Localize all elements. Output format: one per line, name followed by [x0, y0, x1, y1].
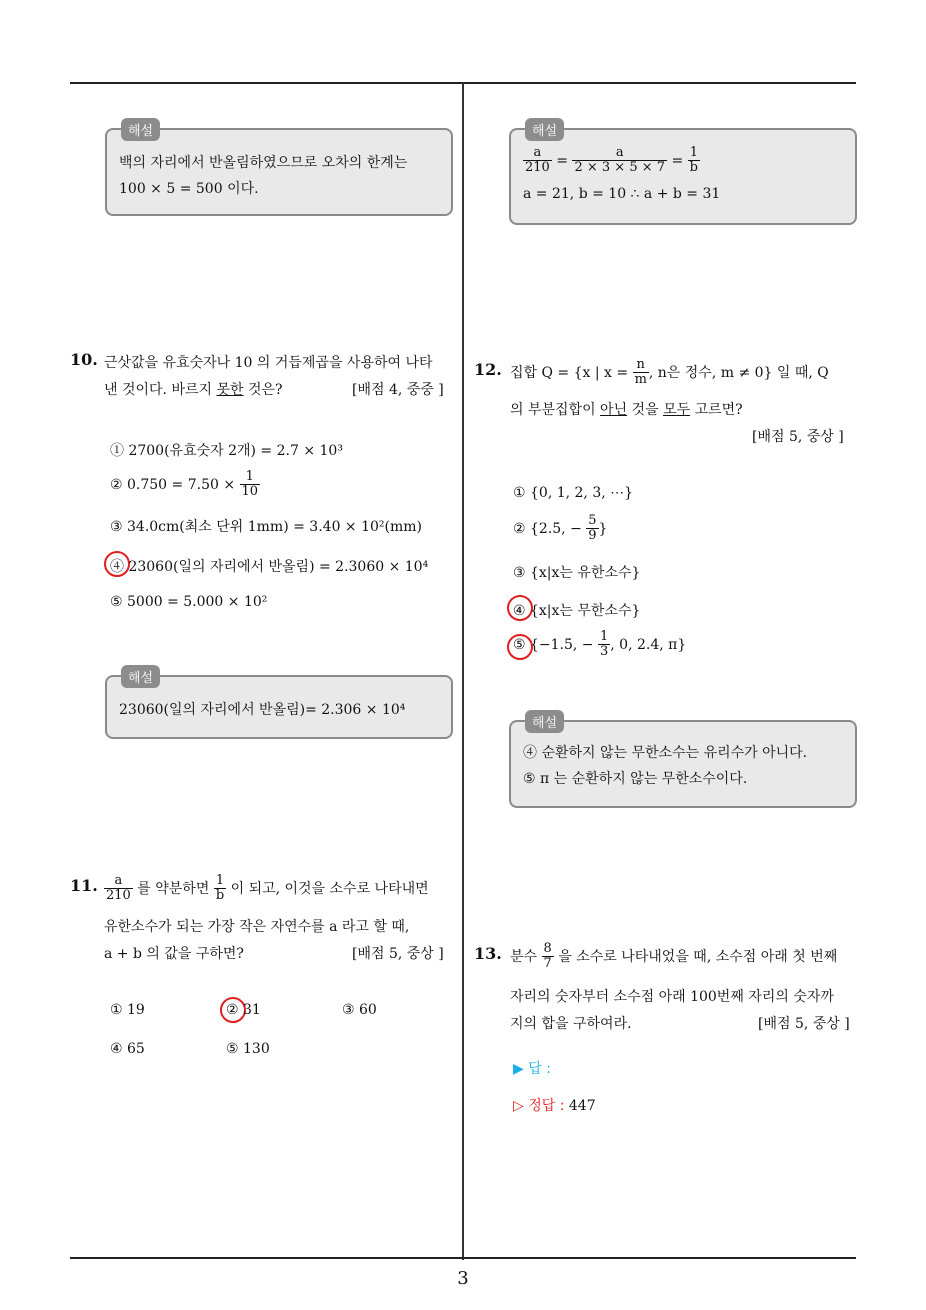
- question-number: 11.: [70, 876, 98, 895]
- q10-option-3[interactable]: ③ 34.0cm(최소 단위 1mm) = 3.40 × 10²(mm): [110, 519, 423, 535]
- question-number: 13.: [474, 944, 502, 963]
- q11-option-5[interactable]: ⑤ 130: [226, 1041, 270, 1057]
- answer-input-label[interactable]: ▶ 답 :: [513, 1061, 551, 1077]
- fraction: $\frac{1}{b}$: [689, 145, 698, 176]
- q12-solution-box: [509, 716, 857, 808]
- correct-answer-value: 447: [568, 1098, 596, 1114]
- q10-solution-line: 23060(일의 자리에서 반올림)= 2.306 × 10⁴: [119, 702, 406, 718]
- q12-text-line2: 의 부분집합이 아닌 것을 모두 고르면?: [510, 402, 743, 418]
- q11-text-line1: $\frac{a}{210}$ 를 약분하면 $\frac{1}{b}$ 이 되고, 이것을 소수로 나타내면: [106, 873, 429, 904]
- q10-option-5[interactable]: ⑤ 5000 = 5.000 × 10²: [110, 594, 268, 610]
- q11-score: [배점 5, 중상 ]: [352, 946, 444, 962]
- correct-answer: [513, 1095, 596, 1115]
- column-divider: [462, 82, 464, 1260]
- fraction: $\frac{1}{3}$: [599, 629, 609, 660]
- q10-option-4[interactable]: ④ 23060(일의 자리에서 반올림) = 2.3060 × 10⁴: [110, 559, 429, 575]
- q11-option-2[interactable]: ② 31: [226, 1002, 261, 1018]
- q10-option-1[interactable]: ① 2700(유효숫자 2개) = 2.7 × 10³: [110, 443, 343, 459]
- q10-text-line2: 낸 것이다. 바르지 못한 것은?: [104, 382, 283, 398]
- page-number: 3: [457, 1268, 469, 1289]
- q9-solution-box: [105, 124, 453, 216]
- q10-score: [배점 4, 중중 ]: [352, 382, 444, 398]
- fraction: $\frac{1}{10}$: [241, 469, 259, 500]
- fraction: $\frac{a}{210}$: [106, 873, 131, 904]
- q13-text-line2: 자리의 숫자부터 소수점 아래 100번째 자리의 숫자까: [510, 989, 834, 1005]
- fraction: $\frac{a}{210}$: [525, 145, 550, 176]
- q11-text-line2: 유한소수가 되는 가장 작은 자연수를 a 라고 할 때,: [104, 919, 410, 935]
- fraction: $\frac{8}{7}$: [543, 941, 552, 972]
- q12-solution-line1: ④ 순환하지 않는 무한소수는 유리수가 아니다.: [523, 745, 808, 761]
- q12-text-line1: 집합 Q = {x | x = $\frac{n}{m}$ , n은 정수, m ≠ 0} 일 때, Q: [510, 357, 829, 388]
- q12-option-4[interactable]: ④ {x|x는 무한소수}: [513, 603, 641, 619]
- fraction: $\frac{a}{2 \times 3 \times 5 \times 7}$: [574, 145, 666, 176]
- q10-option-2[interactable]: ② 0.750 = 7.50 × $\frac{1}{10}$: [110, 469, 259, 500]
- q13-text-line3: 지의 합을 구하여라.: [510, 1016, 632, 1032]
- question-number: 10.: [70, 350, 98, 369]
- q9-solution-line1: 백의 자리에서 반올림하였으므로 오차의 한계는: [119, 155, 408, 171]
- fraction: $\frac{5}{9}$: [588, 513, 597, 544]
- q11-solution-line2: a = 21, b = 10 ∴ a + b = 31: [523, 186, 721, 202]
- fraction: $\frac{n}{m}$: [634, 357, 647, 388]
- q12-option-1[interactable]: ① {0, 1, 2, 3, ⋯}: [513, 485, 634, 501]
- q10-text-line1: 근삿값을 유효숫자나 10 의 거듭제곱을 사용하여 나타: [104, 355, 433, 371]
- q12-score: [배점 5, 중상 ]: [752, 429, 844, 445]
- q11-text-line3: a + b 의 값을 구하면?: [104, 946, 244, 962]
- solution-tag: 해설: [121, 665, 160, 688]
- correct-answer-label: ▷ 정답 :: [513, 1098, 565, 1114]
- q12-option-3[interactable]: ③ {x|x는 유한소수}: [513, 565, 641, 581]
- q13-score: [배점 5, 중상 ]: [758, 1016, 850, 1032]
- q11-solution-line1: $\frac{a}{210}$ = $\frac{a}{2 \times 3 \times 5 \times 7}$ = $\frac{1}{b}$: [525, 145, 698, 176]
- q13-text-line1: 분수 $\frac{8}{7}$ 을 소수로 나타내었을 때, 소수점 아래 첫 번째: [510, 941, 838, 972]
- q12-option-5[interactable]: ⑤ {−1.5̇, − $\frac{1}{3}$ , 0, 2.4̇, π}: [513, 629, 687, 660]
- solution-tag: 해설: [525, 118, 564, 141]
- solution-tag: 해설: [121, 118, 160, 141]
- q11-option-1[interactable]: ① 19: [110, 1002, 145, 1018]
- q12-option-2[interactable]: ② {2.5̇, − $\frac{5}{9}$ }: [513, 513, 608, 544]
- q11-solution-box: [509, 124, 857, 225]
- q10-solution-box: [105, 671, 453, 739]
- bottom-rule: [70, 1257, 856, 1259]
- question-number: 12.: [474, 360, 502, 379]
- q11-option-4[interactable]: ④ 65: [110, 1041, 145, 1057]
- q12-solution-line2: ⑤ π 는 순환하지 않는 무한소수이다.: [523, 771, 748, 787]
- q9-solution-line2: 100 × 5 = 500 이다.: [119, 181, 259, 197]
- solution-tag: 해설: [525, 710, 564, 733]
- q11-option-3[interactable]: ③ 60: [342, 1002, 377, 1018]
- fraction: $\frac{1}{b}$: [215, 873, 225, 904]
